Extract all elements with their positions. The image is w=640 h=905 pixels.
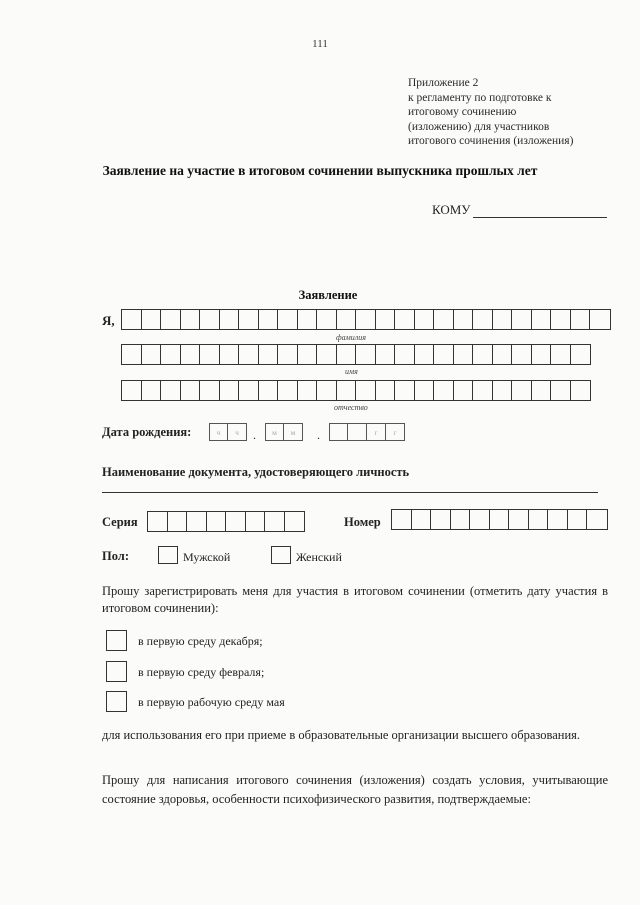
firstname-cell[interactable] [200,345,220,364]
patronymic-cell[interactable] [317,381,337,400]
series-cell[interactable] [265,512,285,531]
patronymic-cell[interactable] [142,381,162,400]
firstname-cell[interactable] [532,345,552,364]
firstname-cells[interactable] [121,344,591,365]
patronymic-cell[interactable] [376,381,396,400]
birth-month-cell[interactable]: м [284,423,303,441]
birthdate-label: Дата рождения: [102,425,192,439]
appendix-line: к регламенту по подготовке к [408,91,552,104]
number-cell[interactable] [568,510,588,529]
surname-cell[interactable] [395,310,415,329]
series-cell[interactable] [148,512,168,531]
surname-cell[interactable] [434,310,454,329]
firstname-cell[interactable] [473,345,493,364]
patronymic-cell[interactable] [434,381,454,400]
surname-cell[interactable] [161,310,181,329]
firstname-cell[interactable] [278,345,298,364]
firstname-cell[interactable] [415,345,435,364]
firstname-cell[interactable] [493,345,513,364]
series-cell[interactable] [168,512,188,531]
surname-cell[interactable] [493,310,513,329]
form-subtitle: Заявление [298,288,358,302]
patronymic-cell[interactable] [181,381,201,400]
surname-caption: фамилия [336,333,366,342]
series-label: Серия [102,515,138,529]
firstname-cell[interactable] [454,345,474,364]
birth-day-cell[interactable]: ч [228,423,247,441]
surname-cell[interactable] [278,310,298,329]
firstname-cell[interactable] [239,345,259,364]
firstname-caption: имя [345,367,358,376]
surname-cell[interactable] [376,310,396,329]
surname-cells[interactable] [121,309,611,330]
patronymic-cell[interactable] [571,381,591,400]
appendix-note [408,76,618,149]
surname-cell[interactable] [571,310,591,329]
patronymic-cell[interactable] [551,381,571,400]
appendix-line: Приложение 2 [408,77,479,89]
addressee-label: КОМУ [432,202,471,217]
series-cells[interactable] [147,511,305,532]
patronymic-cell[interactable] [239,381,259,400]
number-cell[interactable] [509,510,529,529]
surname-cell[interactable] [551,310,571,329]
patronymic-cell[interactable] [532,381,552,400]
date-separator: . [317,428,320,442]
surname-cell[interactable] [512,310,532,329]
birth-month-cell[interactable]: м [265,423,284,441]
surname-cell[interactable] [532,310,552,329]
series-cell[interactable] [207,512,227,531]
surname-cell[interactable] [220,310,240,329]
patronymic-cell[interactable] [356,381,376,400]
patronymic-cell[interactable] [259,381,279,400]
surname-cell[interactable] [122,310,142,329]
male-checkbox[interactable] [158,546,178,564]
firstname-cell[interactable] [298,345,318,364]
number-cell[interactable] [529,510,549,529]
firstname-cell[interactable] [259,345,279,364]
series-cell[interactable] [246,512,266,531]
firstname-cell[interactable] [571,345,591,364]
number-cell[interactable] [431,510,451,529]
firstname-cell[interactable] [434,345,454,364]
surname-cell[interactable] [298,310,318,329]
number-cells[interactable] [391,509,608,530]
patronymic-cell[interactable] [395,381,415,400]
may-option: в первую рабочую среду мая [138,695,285,709]
birth-day-cells[interactable] [209,423,247,441]
surname-cell[interactable] [590,310,610,329]
patronymic-caption: отчество [334,403,368,412]
firstname-cell[interactable] [356,345,376,364]
number-cell[interactable] [587,510,607,529]
surname-cell[interactable] [181,310,201,329]
addressee-field[interactable] [473,203,607,218]
patronymic-cell[interactable] [278,381,298,400]
birth-year-cell[interactable] [348,423,367,441]
series-cell[interactable] [285,512,305,531]
name-prefix: Я, [102,313,115,328]
patronymic-cell[interactable] [454,381,474,400]
date-separator: . [253,428,256,442]
surname-cell[interactable] [473,310,493,329]
patronymic-cell[interactable] [337,381,357,400]
firstname-cell[interactable] [376,345,396,364]
patronymic-cell[interactable] [200,381,220,400]
surname-cell[interactable] [415,310,435,329]
firstname-cell[interactable] [161,345,181,364]
addressee-row [432,202,607,218]
series-cell[interactable] [187,512,207,531]
surname-cell[interactable] [200,310,220,329]
firstname-cell[interactable] [122,345,142,364]
gender-label: Пол: [102,549,129,563]
registration-request: Прошу зарегистрировать меня для участия в итоговом сочинении (отметить дату участия в итоговом сочинении): [102,584,608,615]
id-document-field[interactable] [102,492,598,493]
appendix-line: (изложению) для участников [408,120,550,133]
appendix-line: итогового сочинения (изложения) [408,135,574,147]
december-option: в первую среду декабря; [138,634,263,648]
patronymic-cell[interactable] [512,381,532,400]
surname-cell[interactable] [337,310,357,329]
number-cell[interactable] [490,510,510,529]
id-document-title: Наименование документа, удостоверяющего личность [102,465,410,479]
firstname-cell[interactable] [142,345,162,364]
birth-year-cell[interactable]: г [367,423,386,441]
surname-cell[interactable] [356,310,376,329]
firstname-cell[interactable] [220,345,240,364]
surname-cell[interactable] [142,310,162,329]
firstname-cell[interactable] [337,345,357,364]
firstname-cell[interactable] [181,345,201,364]
firstname-cell[interactable] [512,345,532,364]
firstname-cell[interactable] [317,345,337,364]
usage-paragraph: для использования его при приеме в образовательные организации высшего образования. [102,728,581,742]
patronymic-cell[interactable] [161,381,181,400]
patronymic-cell[interactable] [298,381,318,400]
surname-cell[interactable] [454,310,474,329]
female-label: Женский [296,550,342,564]
conditions-paragraph: Прошу для написания итогового сочинения (изложения) создать условия, учитывающие состояние здоровья, особенности психофизического развития, подтверждаемые: [102,773,608,806]
appendix-line: итоговому сочинению [408,106,517,118]
patronymic-cell[interactable] [220,381,240,400]
surname-cell[interactable] [239,310,259,329]
surname-cell[interactable] [259,310,279,329]
number-label: Номер [344,515,381,529]
december-checkbox[interactable] [106,630,127,651]
page-number: 111 [312,38,328,50]
february-option: в первую среду февраля; [138,665,265,679]
birth-year-cell[interactable] [329,423,348,441]
birth-year-cells[interactable] [329,423,405,441]
patronymic-cells[interactable] [121,380,591,401]
number-cell[interactable] [470,510,490,529]
document-title: Заявление на участие в итоговом сочинении выпускника прошлых лет [102,163,538,178]
number-cell[interactable] [548,510,568,529]
february-checkbox[interactable] [106,661,127,682]
number-cell[interactable] [412,510,432,529]
number-cell[interactable] [451,510,471,529]
patronymic-cell[interactable] [493,381,513,400]
surname-cell[interactable] [317,310,337,329]
birth-year-cell[interactable]: г [386,423,405,441]
female-checkbox[interactable] [271,546,291,564]
firstname-cell[interactable] [395,345,415,364]
patronymic-cell[interactable] [473,381,493,400]
male-label: Мужской [183,550,231,564]
birth-month-cells[interactable] [265,423,303,441]
series-cell[interactable] [226,512,246,531]
patronymic-cell[interactable] [122,381,142,400]
may-checkbox[interactable] [106,691,127,712]
patronymic-cell[interactable] [415,381,435,400]
number-cell[interactable] [392,510,412,529]
firstname-cell[interactable] [551,345,571,364]
birth-day-cell[interactable]: ч [209,423,228,441]
